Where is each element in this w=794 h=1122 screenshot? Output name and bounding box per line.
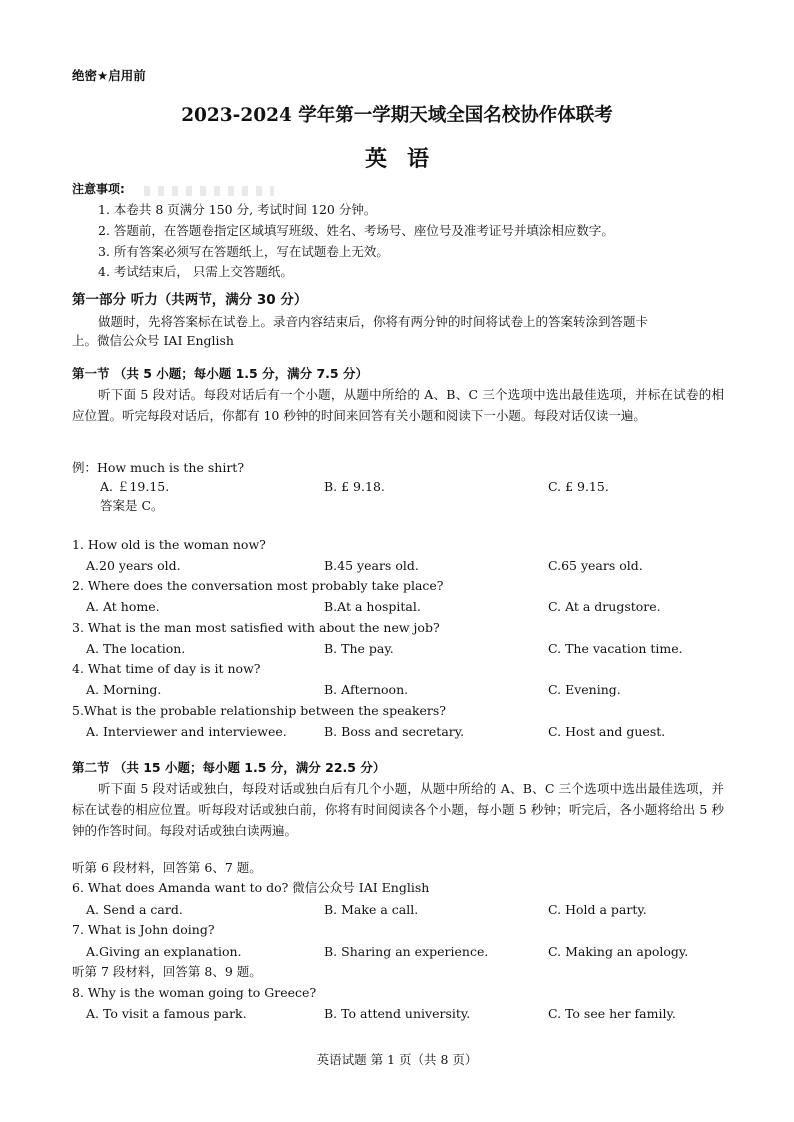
note-item: 4. 考试结束后， 只需上交答题纸。 <box>98 264 293 279</box>
question-3: 3. What is the man most satisfied with about the new job? <box>72 620 440 635</box>
material-6-label: 听第 6 段材料，回答第 6、7 题。 <box>72 860 262 875</box>
exam-title: 2023-2024 学年第一学期天域全国名校协作体联考 <box>181 105 613 126</box>
subject-char-2: 语 <box>407 146 430 172</box>
confidential-label: 绝密★启用前 <box>72 68 146 83</box>
example-answer: 答案是 C。 <box>100 498 164 513</box>
q2-option-b: B.At a hospital. <box>324 599 421 614</box>
question-6: 6. What does Amanda want to do? 微信公众号 IAI English <box>72 880 430 895</box>
notes-title: 注意事项: <box>72 182 125 196</box>
question-5: 5.What is the probable relationship between the speakers? <box>72 703 447 718</box>
q2-option-c: C. At a drugstore. <box>548 599 661 614</box>
section1-title: 第一节 （共 5 小题；每小题 1.5 分，满分 7.5 分） <box>72 366 368 381</box>
q3-option-a: A. The location. <box>86 641 186 656</box>
q5-option-b: B. Boss and secretary. <box>324 724 465 739</box>
note-item: 3. 所有答案必须写在答题纸上，写在试题卷上无效。 <box>98 244 389 259</box>
section2-intro: 听下面 5 段对话或独白，每段对话或独白后有几个小题，从题中所给的 A、B、C 三个选项中选出最佳选项，并标在试卷的相应位置。听每段对话或独白前，你将有时间阅读各个小题，每小题 5 秒钟；听完后，各小题将给出 5 秒钟的作答时间。每段对话或独白读两遍。 <box>72 781 724 838</box>
q7-option-a: A.Giving an explanation. <box>86 944 242 959</box>
example-question: 例：How much is the shirt? <box>72 460 245 475</box>
subject-char-1: 英 <box>364 146 387 172</box>
note-item: 1. 本卷共 8 页满分 150 分, 考试时间 120 分钟。 <box>98 202 377 217</box>
question-1: 1. How old is the woman now? <box>72 537 266 552</box>
scan-smudge <box>144 186 274 196</box>
q8-option-c: C. To see her family. <box>548 1006 676 1021</box>
part1-intro-line1: 做题时，先将答案标在试卷上。录音内容结束后，你将有两分钟的时间将试卷上的答案转涂到答题卡 <box>98 314 649 329</box>
q2-option-a: A. At home. <box>86 599 160 614</box>
section2-title: 第二节 （共 15 小题；每小题 1.5 分，满分 22.5 分） <box>72 760 386 775</box>
question-8: 8. Why is the woman going to Greece? <box>72 985 317 1000</box>
example-option-c: C. £ 9.15. <box>548 479 609 494</box>
q6-option-a: A. Send a card. <box>86 902 183 917</box>
question-7: 7. What is John doing? <box>72 922 215 937</box>
q4-option-b: B. Afternoon. <box>324 682 409 697</box>
q5-option-c: C. Host and guest. <box>548 724 666 739</box>
page-footer: 英语试题 第 1 页（共 8 页） <box>316 1052 478 1067</box>
subject-title <box>0 146 794 174</box>
note-item: 2. 答题前，在答题卷指定区域填写班级、姓名、考场号、座位号及准考证号并填涂相应数字。 <box>98 223 614 238</box>
q8-option-b: B. To attend university. <box>324 1006 471 1021</box>
q6-option-b: B. Make a call. <box>324 902 419 917</box>
section1-intro: 听下面 5 段对话。每段对话后有一个小题，从题中所给的 A、B、C 三个选项中选出最佳选项，并标在试卷的相应位置。听完每段对话后，你都有 10 秒钟的时间来回答有关小题和阅读下一小题。每段对话仅读一遍。 <box>72 387 724 423</box>
q3-option-c: C. The vacation time. <box>548 641 683 656</box>
question-2: 2. Where does the conversation most probably take place? <box>72 578 444 593</box>
q7-option-b: B. Sharing an experience. <box>324 944 489 959</box>
example-option-b: B. £ 9.18. <box>324 479 385 494</box>
q4-option-c: C. Evening. <box>548 682 621 697</box>
q1-option-b: B.45 years old. <box>324 558 419 573</box>
q3-option-b: B. The pay. <box>324 641 394 656</box>
q8-option-a: A. To visit a famous park. <box>86 1006 247 1021</box>
q5-option-a: A. Interviewer and interviewee. <box>86 724 287 739</box>
q1-option-a: A.20 years old. <box>86 558 181 573</box>
material-7-label: 听第 7 段材料，回答第 8、9 题。 <box>72 964 262 979</box>
part1-intro-line2: 上。微信公众号 IAI English <box>72 333 234 348</box>
q1-option-c: C.65 years old. <box>548 558 643 573</box>
example-option-a: A. ￡19.15. <box>100 479 170 494</box>
question-4: 4. What time of day is it now? <box>72 661 261 676</box>
q7-option-c: C. Making an apology. <box>548 944 689 959</box>
part1-title: 第一部分 听力（共两节，满分 30 分） <box>72 292 308 308</box>
q4-option-a: A. Morning. <box>86 682 162 697</box>
q6-option-c: C. Hold a party. <box>548 902 647 917</box>
